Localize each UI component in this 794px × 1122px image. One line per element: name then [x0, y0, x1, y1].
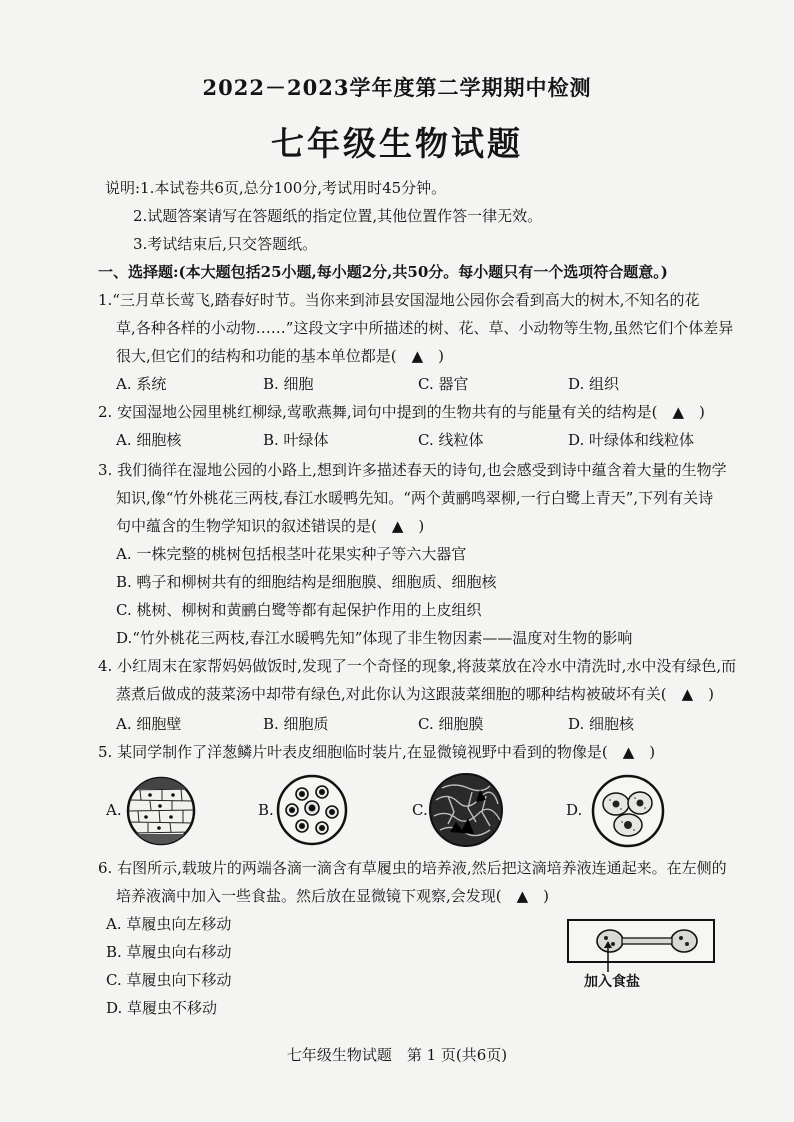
- q6-option-a: A. 草履虫向左移动: [106, 915, 232, 933]
- q4-option-d: D. 细胞核: [568, 715, 635, 733]
- q4-line1: 4. 小红周末在家帮妈妈做饭时,发现了一个奇怪的现象,将菠菜放在冷水中清洗时,水中没有绿色,而: [98, 657, 737, 675]
- tissue-cells-image: [428, 772, 504, 848]
- q1-option-b: B. 细胞: [263, 375, 314, 393]
- onion-cells-image: [126, 776, 196, 846]
- q6-option-c: C. 草履虫向下移动: [106, 971, 232, 989]
- slide-diagram: [566, 918, 716, 964]
- q2-option-a: A. 细胞核: [116, 431, 182, 449]
- q2-option-d: D. 叶绿体和线粒体: [568, 431, 695, 449]
- q2-option-b: B. 叶绿体: [263, 431, 329, 449]
- q6-line2: 培养液滴中加入一些食盐。然后放在显微镜下观察,会发现( ▲ ): [116, 887, 550, 905]
- q1-option-d: D. 组织: [568, 375, 620, 393]
- figure-label: 加入食盐: [584, 974, 640, 990]
- q5-option-a: A.: [106, 801, 122, 819]
- q1-line3: 很大,但它们的结构和功能的基本单位都是( ▲ ): [116, 347, 445, 365]
- q1-line2: 草,各种各样的小动物……”这段文字中所描述的树、花、草、小动物等生物,虽然它们个体差异: [116, 319, 734, 337]
- note-1: 说明:1.本试卷共6页,总分100分,考试用时45分钟。: [105, 179, 447, 197]
- q3-option-c: C. 桃树、柳树和黄鹂白鹭等都有起保护作用的上皮组织: [116, 601, 482, 619]
- q1-option-a: A. 系统: [116, 375, 167, 393]
- q4-option-a: A. 细胞壁: [116, 715, 182, 733]
- note-3: 3.考试结束后,只交答题纸。: [133, 235, 318, 253]
- q5-option-c: C.: [412, 801, 428, 819]
- q3-option-b: B. 鸭子和柳树共有的细胞结构是细胞膜、细胞质、细胞核: [116, 573, 497, 591]
- cheek-cells-image: [590, 774, 666, 848]
- q4-line2: 蒸煮后做成的菠菜汤中却带有绿色,对此你认为这跟菠菜细胞的哪种结构被破坏有关( ▲ ): [116, 685, 715, 703]
- q6-option-b: B. 草履虫向右移动: [106, 943, 232, 961]
- exam-title: 2022－2023学年度第二学期期中检测: [202, 75, 592, 100]
- pointer-arrow: [598, 940, 618, 974]
- q6-line1: 6. 右图所示,载玻片的两端各滴一滴含有草履虫的培养液,然后把这滴培养液连通起来。在左侧的: [98, 859, 727, 877]
- q6-option-d: D. 草履虫不移动: [106, 999, 218, 1017]
- page-footer: 七年级生物试题 第 1 页(共6页): [286, 1046, 508, 1064]
- q2-option-c: C. 线粒体: [418, 431, 484, 449]
- section-heading: 一、选择题:(本大题包括25小题,每小题2分,共50分。每小题只有一个选项符合题意。): [98, 263, 668, 281]
- q5-option-b: B.: [258, 801, 274, 819]
- q3-line2: 知识,像“竹外桃花三两枝,春江水暖鸭先知。“两个黄鹂鸣翠柳,一行白鹭上青天”,下列有关诗: [116, 489, 714, 507]
- q1-option-c: C. 器官: [418, 375, 469, 393]
- q3-line1: 3. 我们徜徉在湿地公园的小路上,想到许多描述春天的诗句,也会感受到诗中蕴含着大量的生物学: [98, 461, 727, 479]
- q1-line1: 1.“三月草长莺飞,踏春好时节。当你来到沛县安国湿地公园你会看到高大的树木,不知名的花: [98, 291, 700, 309]
- q4-option-b: B. 细胞质: [263, 715, 329, 733]
- q5-line1: 5. 某同学制作了洋葱鳞片叶表皮细胞临时装片,在显微镜视野中看到的物像是( ▲ ): [98, 743, 656, 761]
- q2-line1: 2. 安国湿地公园里桃红柳绿,莺歌燕舞,词句中提到的生物共有的与能量有关的结构是( ▲ ): [98, 403, 705, 421]
- subject-title: 七年级生物试题: [271, 124, 523, 163]
- q4-option-c: C. 细胞膜: [418, 715, 484, 733]
- note-2: 2.试题答案请写在答题纸的指定位置,其他位置作答一律无效。: [133, 207, 543, 225]
- q3-option-a: A. 一株完整的桃树包括根茎叶花果实种子等六大器官: [116, 545, 467, 563]
- q3-line3: 句中蕴含的生物学知识的叙述错误的是( ▲ ): [116, 517, 425, 535]
- q3-option-d: D.“竹外桃花三两枝,春江水暖鸭先知”体现了非生物因素——温度对生物的影响: [116, 629, 633, 647]
- blood-cells-image: [276, 774, 348, 846]
- q5-option-d: D.: [566, 801, 583, 819]
